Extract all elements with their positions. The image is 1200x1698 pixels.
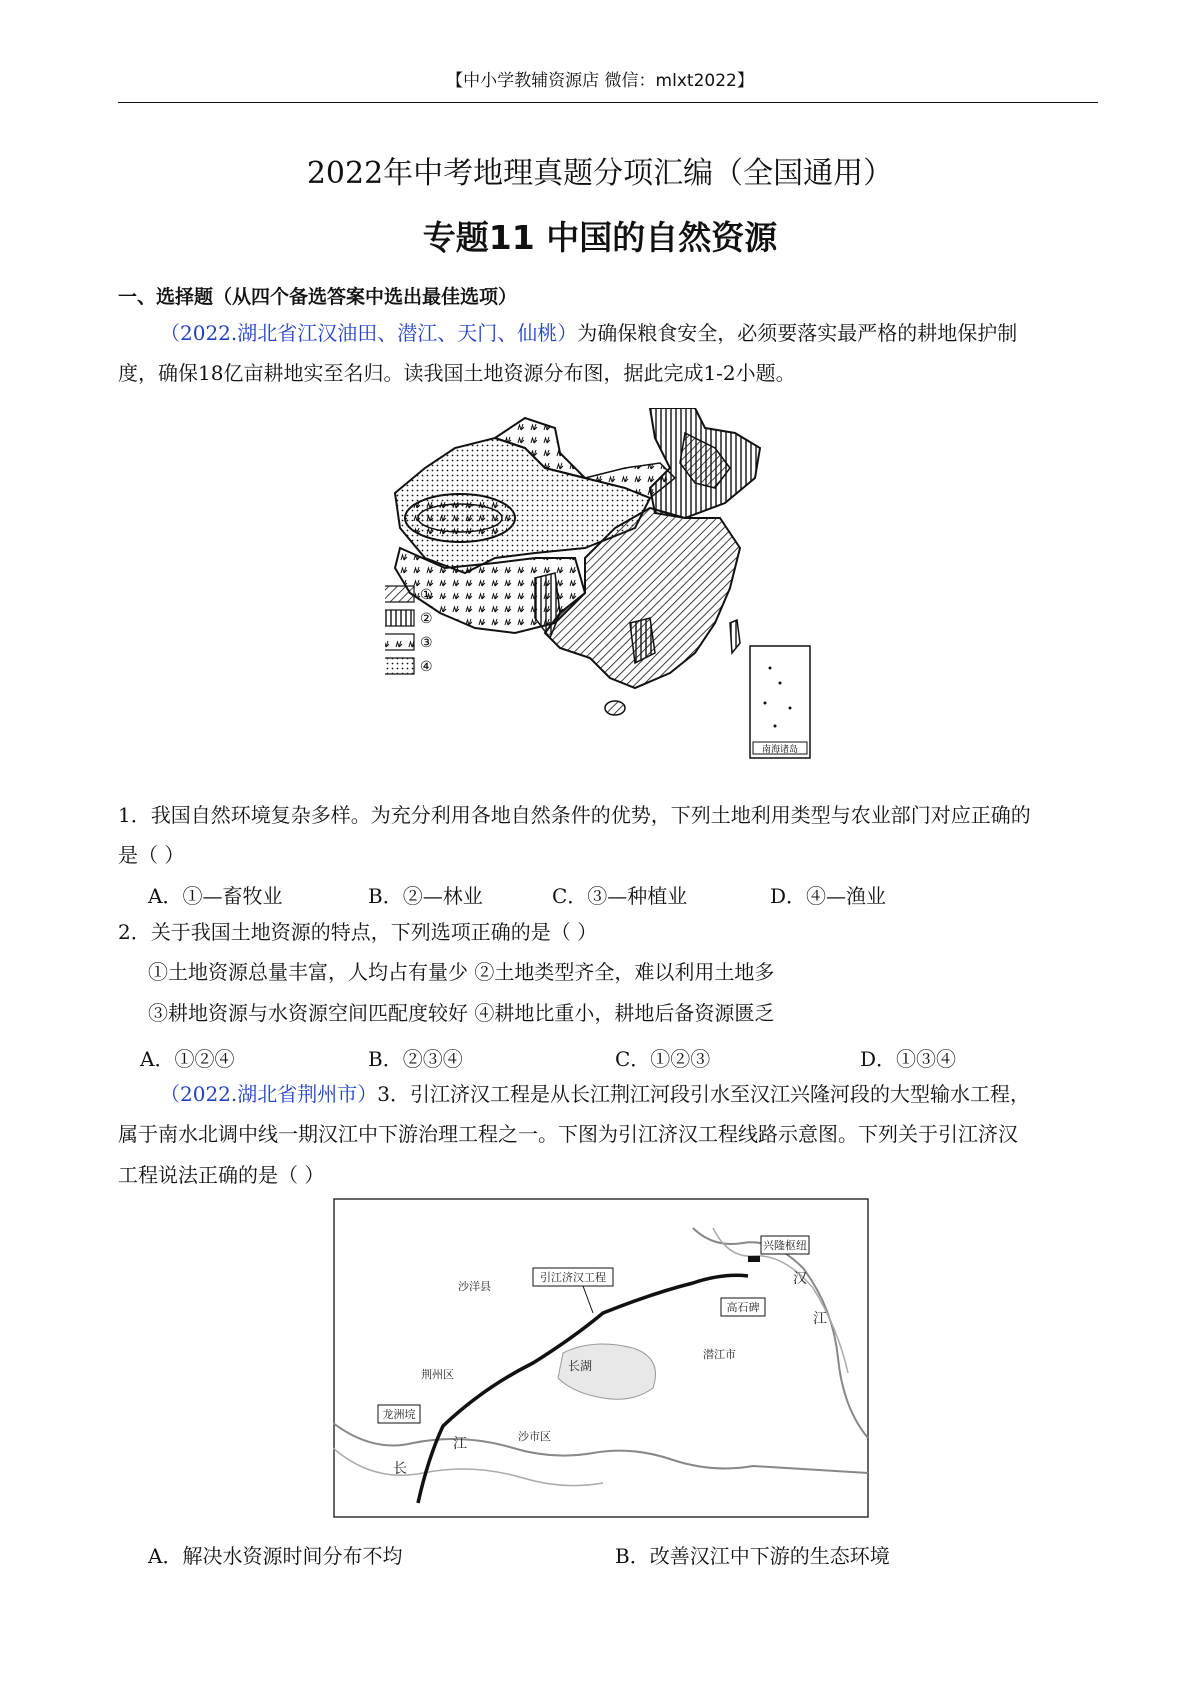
q3-line3: 工程说法正确的是（ ） <box>118 1163 325 1187</box>
legend-label-2: ② <box>420 611 433 627</box>
q3-text1: 3．引江济汉工程是从长江荆江河段引水至汉江兴隆河段的大型输水工程， <box>377 1082 1030 1106</box>
q3-line1 <box>160 1074 1100 1114</box>
intro1-line1 <box>160 313 1120 353</box>
china-land-resource-map <box>385 408 815 763</box>
label-changhu: 长湖 <box>568 1359 593 1373</box>
q1-stem-line2: 是（ ） <box>118 843 185 867</box>
hainan-island <box>605 701 625 715</box>
q1-option-b[interactable]: B．②—林业 <box>368 884 483 908</box>
q1-stem-line1: 1．我国自然环境复杂多样。为充分利用各地自然条件的优势，下列土地利用类型与农业部门对应正确的 <box>118 803 1031 827</box>
label-jingzhou: 荆州区 <box>421 1368 454 1381</box>
legend-label-4: ④ <box>420 659 433 675</box>
label-han: 汉 <box>793 1271 807 1287</box>
q2-statement-2: ③耕地资源与水资源空间匹配度较好 ④耕地比重小，耕地后备资源匮乏 <box>148 1001 775 1025</box>
header-divider <box>118 102 1098 103</box>
intro1-source: （2022.湖北省江汉油田、潜江、天门、仙桃） <box>160 321 578 345</box>
taiwan-island <box>730 620 740 653</box>
q2-stem: 2．关于我国土地资源的特点，下列选项正确的是（ ） <box>118 920 598 944</box>
q1-option-c[interactable]: C．③—种植业 <box>552 884 688 908</box>
inset-label: 南海诸岛 <box>761 745 799 755</box>
label-jiang-bottom: 江 <box>453 1436 467 1452</box>
label-shayang: 沙洋县 <box>458 1280 491 1293</box>
label-jiang-right: 江 <box>813 1311 827 1327</box>
label-project: 引江济汉工程 <box>540 1271 606 1284</box>
label-longzhouyuan: 龙洲垸 <box>382 1408 416 1421</box>
q2-statement-1: ①土地资源总量丰富，人均占有量少 ②土地类型齐全，难以利用土地多 <box>148 960 775 984</box>
legend-label-1: ① <box>420 587 433 603</box>
label-qianjiang: 潜江市 <box>703 1348 736 1361</box>
q2-option-c[interactable]: C．①②③ <box>615 1047 711 1071</box>
intro1-line2: 度，确保18亿亩耕地实至名归。读我国土地资源分布图，据此完成1-2小题。 <box>118 361 796 385</box>
section-heading: 一、选择题（从四个备选答案中选出最佳选项） <box>118 286 518 308</box>
intro1-text1: 为确保粮食安全，必须要落实最严格的耕地保护制 <box>577 321 1018 345</box>
q2-option-a[interactable]: A．①②④ <box>140 1047 235 1071</box>
label-chang: 长 <box>393 1461 407 1477</box>
q3-line2: 属于南水北调中线一期汉江中下游治理工程之一。下图为引江济汉工程线路示意图。下列关于引江济汉 <box>118 1122 1018 1146</box>
q3-source: （2022.湖北省荆州市） <box>160 1082 378 1106</box>
label-xinglong: 兴隆枢纽 <box>763 1239 807 1252</box>
map-legend <box>385 586 433 675</box>
label-gaoshibei: 高石碑 <box>726 1301 760 1314</box>
q3-option-b[interactable]: B．改善汉江中下游的生态环境 <box>615 1544 890 1568</box>
q3-option-a[interactable]: A．解决水资源时间分布不均 <box>148 1544 403 1568</box>
page-header: 【中小学教辅资源店 微信：mlxt2022】 <box>446 71 754 91</box>
document-title: 2022年中考地理真题分项汇编（全国通用） <box>306 156 894 191</box>
q2-option-d[interactable]: D．①③④ <box>860 1047 957 1071</box>
south-china-sea-inset <box>750 646 810 758</box>
label-shashi: 沙市区 <box>518 1430 551 1443</box>
document-subtitle: 专题11 中国的自然资源 <box>422 218 778 257</box>
q1-option-a[interactable]: A．①—畜牧业 <box>148 884 283 908</box>
legend-label-3: ③ <box>420 635 433 651</box>
q2-option-b[interactable]: B．②③④ <box>368 1047 463 1071</box>
yinjiang-jihan-map <box>333 1198 869 1518</box>
q1-option-d[interactable]: D．④—渔业 <box>770 884 887 908</box>
